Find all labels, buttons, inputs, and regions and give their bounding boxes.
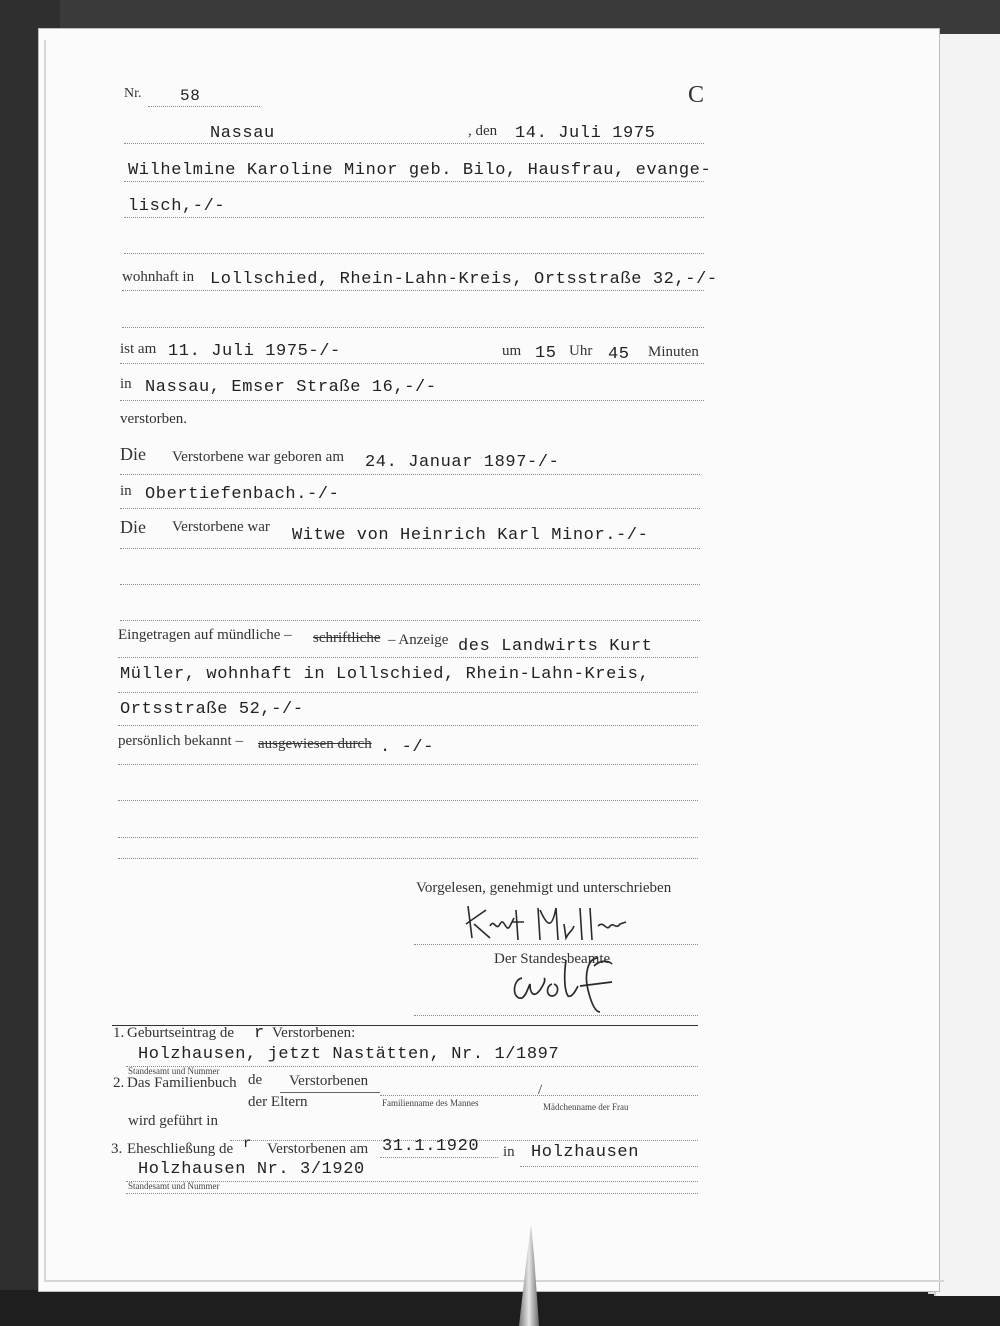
footnote-2-wird-label: wird geführt in bbox=[128, 1113, 218, 1129]
death-date: 11. Juli 1975-/- bbox=[168, 342, 341, 361]
status-label: Verstorbene war bbox=[172, 519, 270, 535]
person-line-2-rule bbox=[124, 217, 704, 218]
footnote-2-slash: / bbox=[538, 1082, 543, 1098]
place-value: Nassau bbox=[210, 124, 275, 143]
die-label-1: Die bbox=[120, 444, 146, 464]
birth-in-label: in bbox=[120, 483, 132, 499]
footnote-3-date-rule bbox=[380, 1157, 498, 1158]
footnote-1-label-b: Verstorbenen: bbox=[272, 1025, 356, 1041]
footnote-1-number: 1. bbox=[113, 1025, 125, 1041]
birth-date-rule bbox=[120, 474, 700, 475]
death-place-rule bbox=[120, 400, 704, 401]
blank-rule-2 bbox=[122, 327, 704, 328]
date-line bbox=[124, 143, 704, 144]
footnote-3-place-rule bbox=[520, 1166, 698, 1167]
minuten-label: Minuten bbox=[648, 344, 699, 360]
die-label-2: Die bbox=[120, 517, 146, 537]
footnote-3-value: Holzhausen Nr. 3/1920 bbox=[138, 1160, 365, 1179]
background-bottom bbox=[0, 1290, 1000, 1326]
person-line-1-rule bbox=[124, 181, 704, 182]
status-rule bbox=[120, 548, 700, 549]
footnote-3-bottom-rule bbox=[126, 1193, 698, 1194]
footnote-3-place: Holzhausen bbox=[531, 1143, 640, 1162]
registrar-label: Der Standesbeamte bbox=[494, 951, 611, 967]
birth-label: Verstorbene war geboren am bbox=[172, 449, 345, 465]
footnote-2-small-a: Familienname des Mannes bbox=[382, 1098, 479, 1108]
blank-rule-3 bbox=[120, 584, 700, 585]
residence-value: Lollschied, Rhein-Lahn-Kreis, Ortsstraße 32,-/- bbox=[210, 270, 718, 289]
verstorben-label: verstorben. bbox=[120, 411, 188, 427]
footnote-2-verstorbenen: Verstorbenen bbox=[289, 1073, 369, 1089]
birth-place-rule bbox=[120, 508, 700, 509]
nr-label: Nr. bbox=[124, 86, 142, 101]
den-label: , den bbox=[468, 123, 498, 139]
footnote-1-value: Holzhausen, jetzt Nastätten, Nr. 1/1897 bbox=[138, 1045, 560, 1064]
footnote-3-label-b: Verstorbenen am bbox=[267, 1141, 369, 1157]
footnote-1-r: r bbox=[254, 1024, 265, 1043]
um-label: um bbox=[502, 343, 522, 359]
registration-typed-3: Ortsstraße 52,-/- bbox=[120, 700, 304, 719]
residence-rule bbox=[122, 290, 704, 291]
known-value: . -/- bbox=[380, 738, 435, 757]
footnote-2-eltern: der Eltern bbox=[248, 1094, 308, 1110]
footnote-2-number: 2. bbox=[113, 1075, 125, 1091]
death-place: Nassau, Emser Straße 16,-/- bbox=[145, 378, 437, 397]
registration-rule-2 bbox=[118, 692, 698, 693]
footnote-2-label: Das Familienbuch bbox=[127, 1075, 237, 1091]
footnote-3-in: in bbox=[503, 1144, 515, 1160]
residence-label: wohnhaft in bbox=[122, 269, 195, 285]
registration-rule-1 bbox=[118, 657, 698, 658]
registrar-signature-rule bbox=[414, 1015, 698, 1016]
death-in-label: in bbox=[120, 376, 132, 392]
nr-value: 58 bbox=[180, 87, 201, 105]
footnote-3-small: Standesamt und Nummer bbox=[128, 1181, 220, 1191]
known-rule bbox=[118, 764, 698, 765]
blank-rule-5 bbox=[118, 800, 698, 801]
death-date-rule bbox=[120, 363, 704, 364]
registrar-signature bbox=[508, 950, 638, 1020]
footnote-3-date: 31.1.1920 bbox=[382, 1137, 480, 1156]
register-letter: C bbox=[688, 82, 705, 108]
footnote-3-number: 3. bbox=[111, 1141, 123, 1157]
ist-am-label: ist am bbox=[120, 341, 157, 357]
person-line-2: lisch,-/- bbox=[128, 197, 226, 216]
person-line-1: Wilhelmine Karoline Minor geb. Bilo, Hausfrau, evange- bbox=[128, 161, 712, 180]
registration-typed-2: Müller, wohnhaft in Lollschied, Rhein-Lahn-Kreis, bbox=[120, 665, 650, 684]
blank-rule-4 bbox=[120, 620, 700, 621]
registration-suffix: – Anzeige bbox=[388, 632, 449, 648]
uhr-label: Uhr bbox=[569, 343, 593, 359]
known-label: persönlich bekannt – bbox=[118, 733, 243, 749]
birth-place: Obertiefenbach.-/- bbox=[145, 485, 340, 504]
footnote-1-small: Standesamt und Nummer bbox=[128, 1066, 220, 1076]
registration-prefix: Eingetragen auf mündliche – bbox=[118, 627, 292, 643]
known-struck: ausgewiesen durch bbox=[258, 736, 372, 752]
footnote-2-verst-rule bbox=[280, 1092, 380, 1093]
death-minute: 45 bbox=[608, 345, 630, 364]
footnote-3-r: r bbox=[243, 1136, 253, 1152]
death-hour: 15 bbox=[535, 344, 557, 363]
blank-rule-6 bbox=[118, 837, 698, 838]
nr-line bbox=[148, 106, 260, 107]
footnote-1-label-a: Geburtseintrag de bbox=[127, 1025, 235, 1041]
registration-rule-3 bbox=[118, 725, 698, 726]
pen-pointer bbox=[515, 1225, 541, 1326]
footnote-3-label-a: Eheschließung de bbox=[127, 1141, 234, 1157]
footnote-2-small-b: Mädchenname der Frau bbox=[543, 1102, 629, 1112]
blank-rule-7 bbox=[118, 858, 698, 859]
birth-date: 24. Januar 1897-/- bbox=[365, 453, 560, 472]
date-value: 14. Juli 1975 bbox=[515, 124, 656, 143]
registration-typed-1: des Landwirts Kurt bbox=[458, 637, 653, 656]
status-value: Witwe von Heinrich Karl Minor.-/- bbox=[292, 526, 649, 545]
informant-signature-rule bbox=[414, 944, 698, 945]
informant-signature bbox=[460, 900, 640, 950]
registration-struck: schriftliche bbox=[313, 630, 381, 646]
read-approved-label: Vorgelesen, genehmigt und unterschrieben bbox=[416, 880, 672, 896]
footnote-2-de: de bbox=[248, 1072, 263, 1088]
blank-rule-1 bbox=[124, 253, 704, 254]
